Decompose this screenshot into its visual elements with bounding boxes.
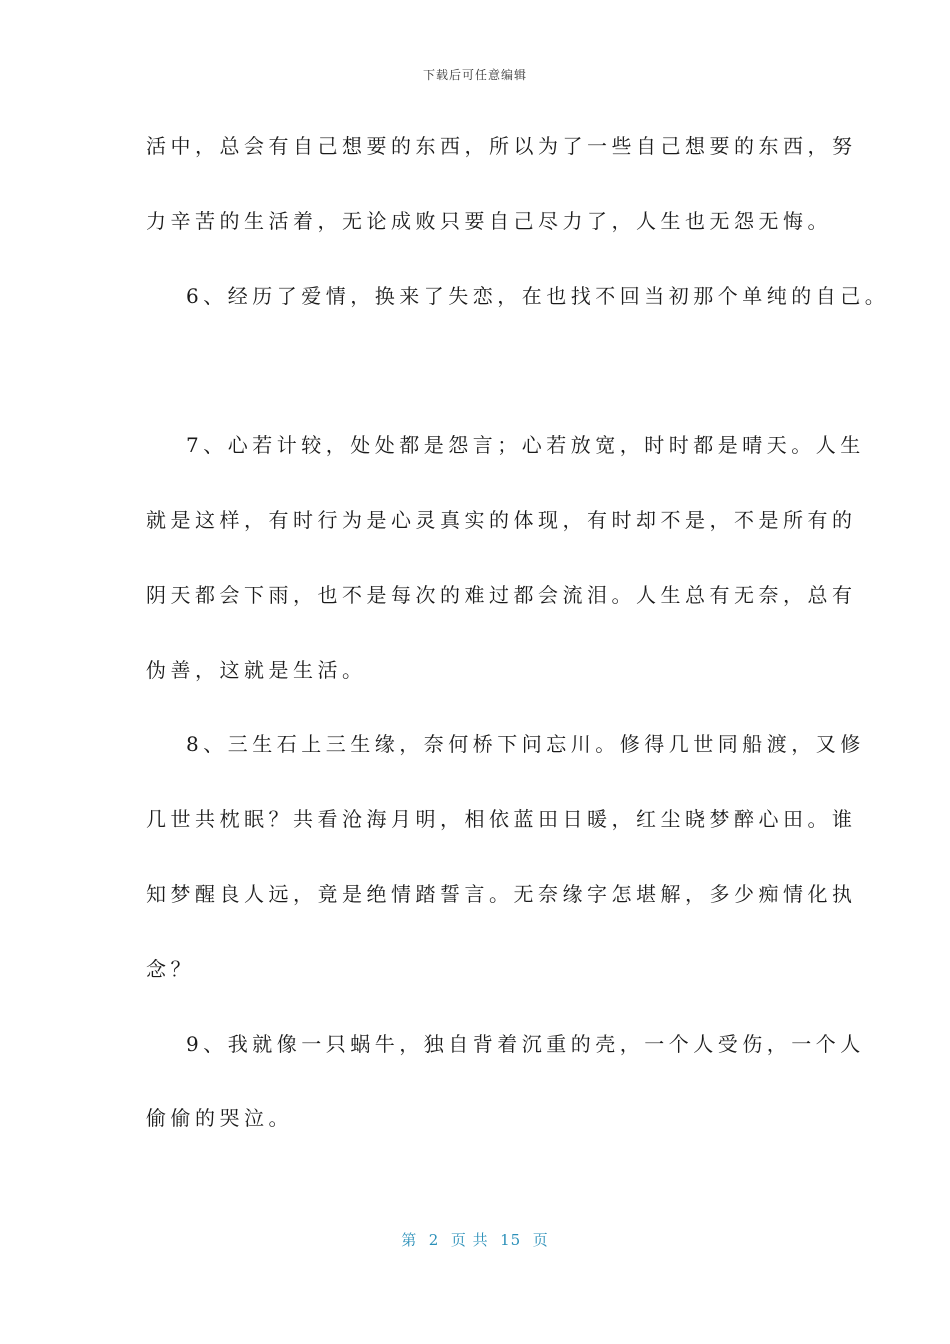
paragraph-line: 力辛苦的生活着，无论成败只要自己尽力了，人生也无怨无悔。 [146, 209, 832, 233]
paragraph-line: 8、三生石上三生缘，奈何桥下问忘川。修得几世同船渡，又修 [186, 732, 865, 756]
paragraph-line: 活中，总会有自己想要的东西，所以为了一些自己想要的东西，努 [146, 134, 857, 158]
paragraph-line: 9、我就像一只蜗牛，独自背着沉重的壳，一个人受伤，一个人 [186, 1032, 865, 1056]
paragraph-line: 几世共枕眠？共看沧海月明，相依蓝田日暖，红尘晓梦醉心田。谁 [146, 807, 857, 831]
paragraph-line: 6、经历了爱情，换来了失恋，在也找不回当初那个单纯的自己。 [186, 284, 890, 308]
paragraph-line: 知梦醒良人远，竟是绝情踏誓言。无奈缘字怎堪解，多少痴情化执 [146, 882, 857, 906]
paragraph-line: 念？ [146, 957, 195, 981]
page-header: 下载后可任意编辑 [422, 68, 527, 82]
paragraph-line: 偷偷的哭泣。 [146, 1106, 293, 1130]
paragraph-line: 阴天都会下雨，也不是每次的难过都会流泪。人生总有无奈，总有 [146, 583, 857, 607]
paragraph-line: 7、心若计较，处处都是怨言；心若放宽，时时都是晴天。人生 [186, 433, 865, 457]
page-number-footer: 第 2 页 共 15 页 [401, 1231, 549, 1249]
paragraph-line: 伪善，这就是生活。 [146, 658, 367, 682]
paragraph-line: 就是这样，有时行为是心灵真实的体现，有时却不是，不是所有的 [146, 508, 857, 532]
